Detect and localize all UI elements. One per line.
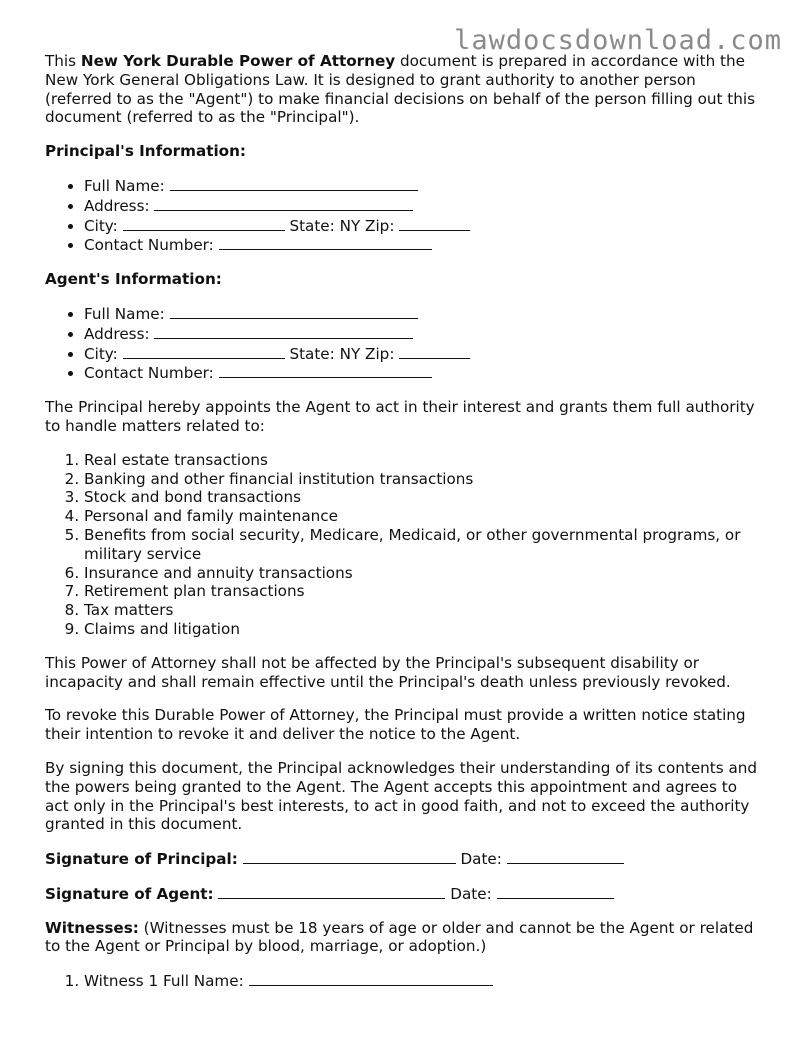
- agent-contact-field[interactable]: [219, 363, 432, 378]
- witnesses-note: (Witnesses must be 18 years of age or older and cannot be the Agent or related to the Agent or Principal by blood, marriage, or adoption.): [45, 918, 754, 956]
- power-item: 3. Stock and bond transactions: [84, 488, 765, 507]
- power-item: 9. Claims and litigation: [84, 620, 765, 639]
- principal-full-name-item: [84, 176, 765, 196]
- agent-address-label: Address:: [84, 324, 150, 343]
- agent-full-name-item: [84, 304, 765, 324]
- agent-address-item: [84, 324, 765, 344]
- principal-state-zip-label: State: NY Zip:: [289, 216, 395, 235]
- witness-list: [45, 971, 765, 991]
- witnesses-paragraph: [45, 919, 765, 957]
- intro-lead: This: [45, 52, 81, 70]
- principal-contact-label: Contact Number:: [84, 236, 214, 255]
- principal-date-field[interactable]: [507, 849, 624, 864]
- agent-date-label: Date:: [450, 884, 492, 903]
- power-item: 1. Real estate transactions: [84, 451, 765, 470]
- principal-signature-row: [45, 849, 765, 869]
- principal-signature-label: Signature of Principal:: [45, 850, 238, 869]
- witness-1-name-field[interactable]: [249, 971, 493, 986]
- document-body: [45, 52, 765, 1006]
- principal-address-field[interactable]: [154, 196, 413, 211]
- agent-signature-field[interactable]: [218, 884, 445, 899]
- principal-city-field[interactable]: [123, 216, 285, 231]
- principal-address-item: [84, 196, 765, 216]
- agent-state-zip-label: State: NY Zip:: [289, 344, 395, 363]
- witnesses-label: Witnesses:: [45, 918, 139, 937]
- principal-full-name-label: Full Name:: [84, 176, 165, 195]
- principal-city-label: City:: [84, 216, 118, 235]
- agent-signature-label: Signature of Agent:: [45, 884, 214, 903]
- intro-rest: document is prepared in accordance with the New York General Obligations Law. It is designed to grant authority to another person (referred to as the "Agent") to make financial decisions on behalf of the person filling out this document (referred to as the "Principal").: [45, 52, 756, 127]
- agent-info-heading: Agent's Information:: [45, 270, 222, 289]
- principal-date-label: Date:: [460, 850, 502, 869]
- agent-city-label: City:: [84, 344, 118, 363]
- agent-city-item: [84, 344, 765, 364]
- agent-info-list: [45, 304, 765, 383]
- agent-contact-label: Contact Number:: [84, 364, 214, 383]
- acknowledgment-paragraph: By signing this document, the Principal acknowledges their understanding of its contents and the powers being granted to the Agent. The Agent accepts this appointment and agrees to act only in the Principal's best interests, to act in good faith, and not to exceed the authority granted in this document.: [45, 758, 758, 834]
- principal-signature-field[interactable]: [243, 849, 456, 864]
- principal-city-item: [84, 216, 765, 236]
- power-item: 4. Personal and family maintenance: [84, 507, 765, 526]
- principal-full-name-field[interactable]: [170, 176, 418, 191]
- agent-signature-row: [45, 884, 765, 904]
- agent-zip-field[interactable]: [399, 344, 470, 359]
- durability-paragraph: This Power of Attorney shall not be affected by the Principal's subsequent disability or incapacity and shall remain effective until the Principal's death unless previously revoked.: [45, 653, 731, 691]
- principal-address-label: Address:: [84, 196, 150, 215]
- agent-date-field[interactable]: [497, 884, 614, 899]
- power-item: 7. Retirement plan transactions: [84, 582, 765, 601]
- agent-full-name-field[interactable]: [170, 304, 418, 319]
- power-item: 6. Insurance and annuity transactions: [84, 564, 765, 583]
- principal-info-list: [45, 176, 765, 255]
- agent-contact-item: [84, 363, 765, 383]
- witness-1-item: [84, 971, 765, 991]
- power-item: 2. Banking and other financial institution transactions: [84, 470, 765, 489]
- watermark-text: lawdocsdownload.com: [454, 25, 782, 56]
- agent-full-name-label: Full Name:: [84, 304, 165, 323]
- principal-info-heading: Principal's Information:: [45, 142, 247, 161]
- document-title: New York Durable Power of Attorney: [80, 52, 396, 70]
- power-item: 5. Benefits from social security, Medicare, Medicaid, or other governmental programs, or military service: [84, 526, 765, 564]
- revocation-paragraph: To revoke this Durable Power of Attorney, the Principal must provide a written notice stating their intention to revoke it and deliver the notice to the Agent.: [45, 706, 746, 744]
- witness-1-label: Witness 1 Full Name:: [84, 972, 244, 991]
- power-item: 8. Tax matters: [84, 601, 765, 620]
- principal-zip-field[interactable]: [399, 216, 470, 231]
- intro-paragraph: [45, 52, 765, 127]
- powers-list: [45, 451, 765, 639]
- principal-contact-item: [84, 235, 765, 255]
- principal-contact-field[interactable]: [219, 235, 432, 250]
- agent-address-field[interactable]: [154, 324, 413, 339]
- agent-city-field[interactable]: [123, 344, 285, 359]
- appointment-paragraph: The Principal hereby appoints the Agent to act in their interest and grants them full authority to handle matters related to:: [45, 398, 755, 435]
